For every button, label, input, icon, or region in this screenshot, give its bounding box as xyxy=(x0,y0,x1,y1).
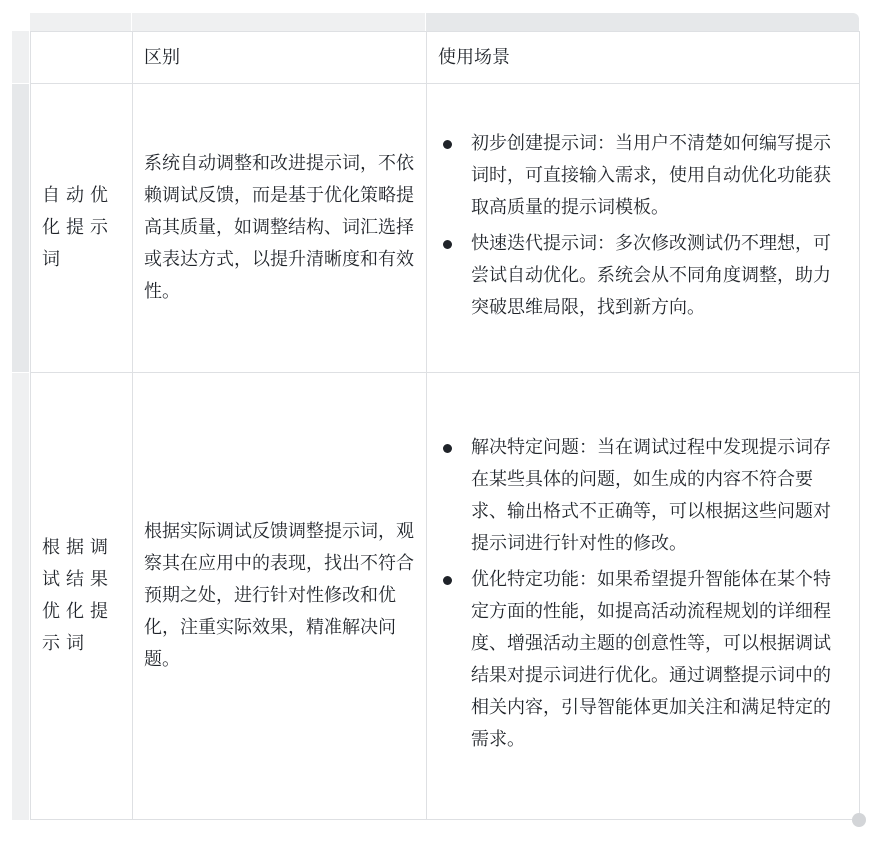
table-row xyxy=(31,84,860,373)
usage-cell[interactable] xyxy=(427,373,860,820)
difference-cell[interactable]: 系统自动调整和改进提示词，不依赖调试反馈，而是基于优化策略提高其质量，如调整结构、词汇选择或表达方式，以提升清晰度和有效性。 xyxy=(133,84,427,373)
row-handle-header[interactable] xyxy=(12,31,29,83)
header-cell-empty[interactable] xyxy=(31,32,133,84)
list-item[interactable] xyxy=(438,564,848,756)
list-item[interactable] xyxy=(438,432,848,560)
table-row xyxy=(31,373,860,820)
row-label-debug-optimize[interactable]: 根据调试结果优化提示词 xyxy=(31,373,133,820)
list-item-text: 解决特定问题：当在调试过程中发现提示词存在某些具体的问题，如生成的内容不符合要求、输出格式不正确等，可以根据这些问题对提示词进行针对性的修改。 xyxy=(471,437,831,554)
column-handle-3[interactable] xyxy=(426,13,859,31)
usage-list xyxy=(438,128,848,324)
row-handle-1[interactable] xyxy=(12,84,29,372)
list-item[interactable] xyxy=(438,228,848,324)
list-item-text: 优化特定功能：如果希望提升智能体在某个特定方面的性能，如提高活动流程规划的详细程度、增强活动主题的创意性等，可以根据调试结果对提示词进行优化。通过调整提示词中的相关内容，引导智能体更加关注和满足特定的需求。 xyxy=(471,569,831,750)
usage-cell[interactable] xyxy=(427,84,860,373)
header-cell-usage[interactable]: 使用场景 xyxy=(427,32,860,84)
row-label-auto-optimize[interactable]: 自动优化提示词 xyxy=(31,84,133,373)
row-handle-2[interactable] xyxy=(12,373,29,820)
bullet-dot-icon xyxy=(443,576,452,585)
table-resize-handle-icon[interactable] xyxy=(852,813,866,827)
table-header-row xyxy=(31,32,860,84)
difference-cell[interactable]: 根据实际调试反馈调整提示词，观察其在应用中的表现，找出不符合预期之处，进行针对性修改和优化，注重实际效果，精准解决问题。 xyxy=(133,373,427,820)
comparison-table xyxy=(30,31,860,820)
list-item-text: 初步创建提示词：当用户不清楚如何编写提示词时，可直接输入需求，使用自动优化功能获取高质量的提示词模板。 xyxy=(471,133,831,218)
bullet-dot-icon xyxy=(443,444,452,453)
list-item-text: 快速迭代提示词：多次修改测试仍不理想，可尝试自动优化。系统会从不同角度调整，助力突破思维局限，找到新方向。 xyxy=(471,233,831,318)
header-cell-difference[interactable]: 区别 xyxy=(133,32,427,84)
bullet-dot-icon xyxy=(443,240,452,249)
list-item[interactable] xyxy=(438,128,848,224)
column-handle-1[interactable] xyxy=(30,13,131,31)
usage-list xyxy=(438,432,848,756)
column-handle-2[interactable] xyxy=(132,13,425,31)
bullet-dot-icon xyxy=(443,140,452,149)
